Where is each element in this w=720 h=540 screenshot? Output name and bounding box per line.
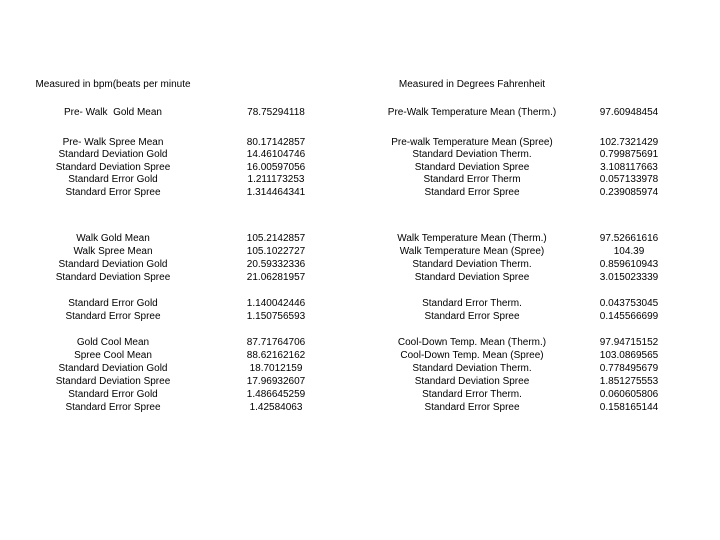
stat-row (0, 336, 720, 349)
stat-value: 97.94715152 (599, 336, 659, 348)
stat-label: Standard Error Gold (68, 388, 158, 400)
stat-value: 97.60948454 (599, 107, 659, 118)
stat-value: 105.2142857 (246, 232, 306, 244)
stat-label: Walk Temperature Mean (Therm.) (397, 232, 547, 244)
stat-label: Standard Deviation Therm. (412, 149, 532, 160)
stat-row (0, 271, 720, 284)
section-walk-stats (0, 232, 720, 323)
stat-value: 1.486645259 (246, 388, 306, 400)
stat-value: 1.211173253 (247, 174, 305, 185)
stat-row (0, 149, 720, 162)
stat-label: Standard Deviation Spree (414, 375, 530, 387)
stat-label: Standard Deviation Gold (58, 149, 168, 160)
stat-label: Standard Error Spree (65, 186, 161, 198)
stat-value: 0.060605806 (599, 388, 659, 400)
section-pre-walk-gold-mean (0, 107, 720, 120)
stat-value: 0.239085974 (599, 186, 659, 198)
stat-label: Cool-Down Temp. Mean (Spree) (400, 349, 544, 361)
stat-value: 103.0869565 (599, 349, 659, 361)
section-cool-down-stats (0, 336, 720, 414)
stat-label: Spree Cool Mean (74, 349, 152, 361)
stat-label: Standard Deviation Spree (55, 271, 171, 283)
stat-value: 87.71764706 (246, 336, 306, 348)
stat-label: Standard Deviation Gold (58, 258, 168, 270)
stat-label: Standard Error Spree (424, 310, 520, 322)
stat-label: Standard Error Spree (424, 186, 520, 198)
stat-value: 1.851275553 (599, 375, 659, 387)
stat-label: Standard Error Spree (65, 401, 161, 413)
stat-label: Standard Error Spree (65, 310, 161, 322)
spacer-row (0, 284, 720, 297)
stat-value: 80.17142857 (246, 136, 306, 148)
stat-label: Standard Deviation Therm. (412, 362, 532, 374)
stat-value: 0.057133978 (599, 174, 659, 185)
stat-row (0, 297, 720, 310)
stat-value: 97.52661616 (599, 232, 659, 244)
stat-label: Pre- Walk Spree Mean (62, 136, 164, 148)
stat-value: 21.06281957 (246, 271, 306, 283)
stat-row (0, 401, 720, 414)
stat-label: Walk Spree Mean (73, 245, 153, 257)
stat-label: Walk Temperature Mean (Spree) (399, 245, 545, 257)
stat-label: Standard Deviation Therm. (412, 258, 532, 270)
stat-label: Standard Deviation Spree (55, 161, 171, 173)
stat-label: Cool-Down Temp. Mean (Therm.) (397, 336, 547, 348)
stat-value: 104.39 (613, 245, 645, 257)
stat-label: Standard Error Therm (423, 174, 521, 185)
bpm-units-header: Measured in bpm(beats per minute (35, 79, 191, 90)
stat-value: 1.150756593 (246, 310, 306, 322)
stat-label: Standard Error Gold (68, 297, 158, 309)
stat-row (0, 310, 720, 323)
stat-label: Standard Error Therm. (422, 388, 522, 400)
stat-value: 1.314464341 (246, 186, 306, 198)
stat-row (0, 137, 720, 150)
stat-value: 105.1022727 (246, 245, 306, 257)
stat-row (0, 362, 720, 375)
stat-label: Standard Deviation Gold (58, 362, 168, 374)
stat-value: 0.778495679 (599, 362, 659, 374)
stat-value: 1.42584063 (249, 401, 303, 413)
stat-row (0, 232, 720, 245)
fahrenheit-units-header: Measured in Degrees Fahrenheit (398, 79, 546, 90)
stat-value: 16.00597056 (246, 161, 306, 173)
stat-label: Standard Error Gold (68, 174, 158, 185)
stat-value: 102.7321429 (599, 136, 659, 148)
stat-value: 14.46104746 (246, 149, 306, 160)
stat-value: 3.015023339 (599, 271, 659, 283)
stat-value: 0.043753045 (599, 297, 659, 309)
stat-row (0, 107, 720, 120)
stat-label: Pre- Walk Gold Mean (64, 107, 162, 118)
stat-value: 0.145566699 (599, 310, 659, 322)
stat-value: 3.108117663 (600, 161, 658, 173)
stat-value: 1.140042446 (246, 297, 306, 309)
stat-value: 20.59332336 (246, 258, 306, 270)
stat-row (0, 258, 720, 271)
stat-value: 78.75294118 (247, 107, 305, 118)
stat-row (0, 388, 720, 401)
stat-row (0, 349, 720, 362)
stat-value: 0.859610943 (599, 258, 659, 270)
stat-value: 0.158165144 (599, 401, 659, 413)
stat-row (0, 162, 720, 175)
stat-label: Pre-Walk Temperature Mean (Therm.) (387, 107, 557, 118)
units-header-row (0, 78, 720, 91)
stat-value: 88.62162162 (246, 349, 306, 361)
stat-label: Standard Deviation Spree (414, 161, 530, 173)
stat-value: 18.7012159 (249, 362, 303, 374)
stat-label: Gold Cool Mean (76, 336, 150, 348)
stat-label: Walk Gold Mean (76, 232, 150, 244)
section-pre-walk-stats (0, 137, 720, 200)
stat-row (0, 245, 720, 258)
stat-value: 0.799875691 (599, 149, 659, 160)
stat-row (0, 174, 720, 187)
stat-label: Standard Error Therm. (422, 297, 522, 309)
stat-label: Standard Deviation Spree (55, 375, 171, 387)
stat-row (0, 375, 720, 388)
stat-value: 17.96932607 (246, 375, 306, 387)
stat-label: Standard Deviation Spree (414, 271, 530, 283)
stat-label: Pre-walk Temperature Mean (Spree) (391, 136, 553, 148)
stat-label: Standard Error Spree (424, 401, 520, 413)
stat-row (0, 187, 720, 200)
